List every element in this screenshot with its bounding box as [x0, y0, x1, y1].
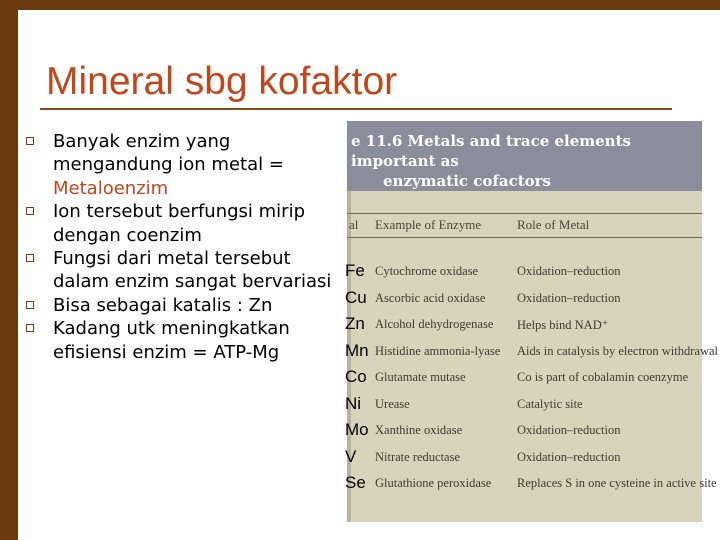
- table-cell-enzyme: Histidine ammonia-lyase: [375, 343, 501, 358]
- square-bullet-icon: [26, 207, 34, 215]
- table-cell-enzyme: Nitrate reductase: [375, 449, 461, 464]
- table-cell-role: Co is part of cobalamin coenzyme: [517, 370, 689, 384]
- left-accent-bar: [0, 0, 18, 540]
- column-header-role: Role of Metal: [517, 217, 590, 232]
- bullet-text: Ion tersebut berfungsi mirip dengan coenzim: [53, 201, 305, 246]
- table-caption-line: e 11.6 Metals and trace elements important as: [351, 132, 631, 170]
- table-row: [347, 418, 702, 445]
- table-cell-metal: V: [345, 446, 357, 466]
- bullet-item: [22, 317, 342, 364]
- table-cell-enzyme: Glutamate mutase: [375, 370, 466, 384]
- table-cell-metal: Zn: [345, 314, 365, 333]
- table-header: [347, 121, 702, 191]
- table-cell-enzyme: Glutathione peroxidase: [375, 476, 492, 490]
- column-header-rule: [347, 213, 702, 214]
- slide-title: Mineral sbg kofaktor: [46, 60, 398, 103]
- square-bullet-icon: [26, 137, 34, 145]
- table-cell-metal: Mn: [345, 340, 369, 360]
- bullet-text: Bisa sebagai katalis : Zn: [53, 294, 273, 316]
- column-header-enzyme: Example of Enzyme: [375, 217, 482, 232]
- table-caption: [351, 131, 702, 191]
- table-cell-metal: Cu: [345, 287, 367, 307]
- square-bullet-icon: [26, 301, 34, 309]
- bullet-text: Banyak enzim yang mengandung ion metal =: [53, 131, 284, 176]
- bullet-text: Fungsi dari metal tersebut dalam enzim sangat bervariasi: [53, 248, 332, 293]
- title-underline: [40, 108, 672, 110]
- table-cell-metal: Fe: [345, 261, 365, 280]
- square-bullet-icon: [26, 254, 34, 262]
- metal-cofactor-table-image: [345, 121, 718, 522]
- table-row: [347, 259, 702, 286]
- table-cell-role: Aids in catalysis by electron withdrawal: [517, 343, 718, 358]
- table-row: [347, 365, 702, 392]
- table-row: [345, 471, 717, 498]
- bullet-text: Kadang utk meningkatkan efisiensi enzim = ATP-Mg: [53, 318, 290, 363]
- table-cell-enzyme: Xanthine oxidase: [375, 423, 463, 437]
- bullet-item: [22, 247, 342, 294]
- bullet-item: [22, 200, 342, 247]
- table-cell-role: Oxidation–reduction: [517, 264, 621, 278]
- table-row: [345, 339, 718, 366]
- column-header-metal: al: [349, 217, 359, 232]
- bullet-list: [22, 130, 342, 364]
- table-row: [347, 286, 702, 313]
- table-row: [347, 445, 702, 472]
- table-caption-line: enzymatic cofactors: [383, 172, 551, 190]
- bullet-item: [22, 294, 342, 317]
- table-cell-role: Helps bind NAD⁺: [517, 318, 609, 332]
- column-header-rule: [347, 237, 702, 238]
- table-cell-role: Oxidation–reduction: [517, 449, 621, 464]
- table-cell-metal: Ni: [345, 393, 362, 413]
- table-cell-metal: Mo: [345, 420, 369, 439]
- bullet-highlight: Metaloenzim: [53, 177, 169, 199]
- table-row: [347, 392, 702, 419]
- table-cell-enzyme: Cytochrome oxidase: [375, 264, 479, 278]
- table-cell-role: Oxidation–reduction: [517, 423, 621, 437]
- table-cell-enzyme: Alcohol dehydrogenase: [375, 317, 494, 331]
- square-bullet-icon: [26, 324, 34, 332]
- table-cell-metal: Co: [345, 367, 367, 386]
- bullet-item: [22, 130, 342, 200]
- table-cell-enzyme: Ascorbic acid oxidase: [375, 290, 486, 305]
- table-cell-role: Oxidation–reduction: [517, 290, 621, 305]
- table-row: [347, 312, 702, 339]
- table-cell-enzyme: Urease: [375, 396, 410, 411]
- table-cell-metal: Se: [345, 473, 366, 492]
- table-cell-role: Catalytic site: [517, 396, 583, 411]
- top-accent-bar: [18, 0, 720, 10]
- table-cell-role: Replaces S in one cysteine in active site: [517, 476, 717, 490]
